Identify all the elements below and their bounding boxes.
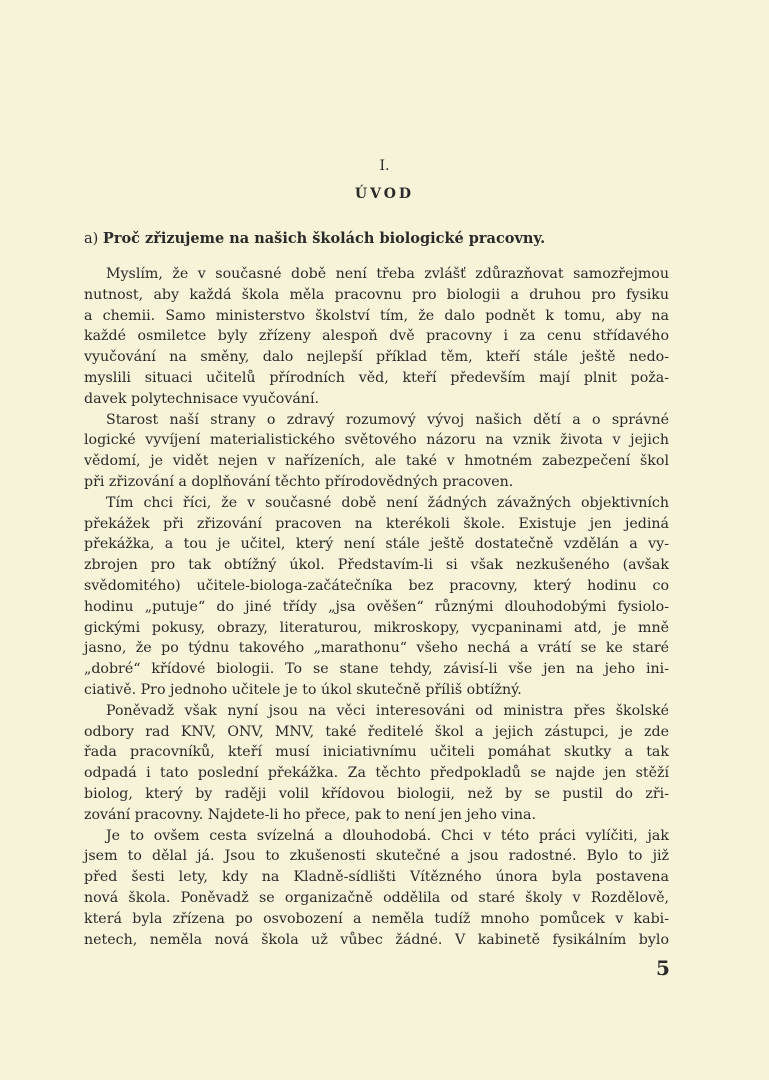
text-line: řada pracovníků, kteří musí iniciativnímu učiteli pomáhat skutky a tak xyxy=(84,744,669,761)
text-line: překážek při zřizování pracoven na kterékoli škole. Existuje jen jediná xyxy=(84,515,669,532)
text-line: Poněvadž však nyní jsou na věci interesováni od ministra přes školské xyxy=(106,702,669,719)
text-line: odpadá i tato poslední překážka. Za těchto předpokladů se najde jen stěží xyxy=(84,765,669,782)
text-line: Tím chci říci, že v současné době není žádných závažných objektivních xyxy=(106,494,669,511)
text-line: jasno, že po týdnu takového „marathonu“ všeho nechá a vrátí se ke staré xyxy=(84,640,669,657)
text-line: vyučování na směny, dalo nejlepší příklad těm, kteří stále ještě nedo- xyxy=(84,349,669,366)
chapter-number: I. xyxy=(379,158,390,174)
text-line: davek polytechnisace vyučování. xyxy=(84,390,319,407)
text-line: překážka, a tou je učitel, který není stále ještě dostatečně vzdělán a vy- xyxy=(84,536,669,553)
text-line: logické vyvíjení materialistického světového názoru na vznik života v jejich xyxy=(84,432,669,449)
text-line: Je to ovšem cesta svízelná a dlouhodobá. Chci v této práci vylíčiti, jak xyxy=(106,827,669,844)
text-line: ciativě. Pro jednoho učitele je to úkol skutečně příliš obtížný. xyxy=(84,681,522,698)
text-line: vědomí, je vidět nejen v nařízeních, ale také v hmotném zabezpečení škol xyxy=(84,453,669,470)
text-line: gickými pokusy, obrazy, literaturou, mikroskopy, vycpaninami atd, je mně xyxy=(84,619,669,636)
text-line: zbrojen pro tak obtížný úkol. Představím-li si však nezkušeného (avšak xyxy=(84,557,669,574)
text-line: „dobré“ křídové biologii. To se stane tehdy, závisí-li vše jen na jeho ini- xyxy=(84,661,669,678)
section-label: a) xyxy=(84,231,99,247)
text-line: biolog, který by raději volil křídovou biologii, než by se pustil do zři- xyxy=(84,785,669,802)
text-line: každé osmiletce byly zřízeny alespoň dvě pracovny i za cenu střídavého xyxy=(84,328,669,345)
section-heading xyxy=(84,230,684,247)
text-line: při zřizování a doplňování těchto přírodovědných pracoven. xyxy=(84,473,514,490)
text-line: před šesti lety, kdy na Kladně-sídlišti Vítězného února byla postavena xyxy=(84,869,669,886)
text-line: nová škola. Poněvadž se organizačně oddělila od staré školy v Rozdělově, xyxy=(84,889,669,906)
text-line: nutnost, aby každá škola měla pracovnu pro biologii a druhou pro fysiku xyxy=(84,286,669,303)
text-line: Starost naší strany o zdravý rozumový vývoj našich dětí a o správné xyxy=(106,411,669,428)
text-line: odbory rad KNV, ONV, MNV, také ředitelé škol a jejich zástupci, je zde xyxy=(84,723,669,740)
page-number: 5 xyxy=(656,956,670,980)
text-line: Myslím, že v současné době není třeba zvlášť zdůrazňovat samozřejmou xyxy=(106,266,669,282)
text-line: která byla zřízena po osvobození a neměla tudíž mnoho pomůcek v kabi- xyxy=(84,910,669,927)
text-line: hodinu „putuje“ do jiné třídy „jsa ověšen“ různými dlouhodobými fysiolo- xyxy=(84,598,669,615)
section-title: Proč zřizujeme na našich školách biologické pracovny. xyxy=(102,230,546,247)
text-line: myslili situaci učitelů přírodních věd, kteří především mají plnit poža- xyxy=(84,369,669,386)
text-line: netech, neměla nová škola už vůbec žádné. V kabinetě fysikálním bylo xyxy=(84,931,669,948)
text-line: jsem to dělal já. Jsou to zkušenosti skutečné a jsou radostné. Bylo to již xyxy=(84,848,669,865)
text-line: svědomitého) učitele-biologa-začátečníka bez pracovny, který hodinu co xyxy=(84,577,669,594)
text-line: a chemii. Samo ministerstvo školství tím, že dalo podnět k tomu, aby na xyxy=(84,307,669,324)
body-text xyxy=(84,264,669,950)
chapter-title: ÚVOD xyxy=(354,186,415,202)
text-line: zování pracovny. Najdete-li ho přece, pak to není jen jeho vina. xyxy=(84,806,537,823)
